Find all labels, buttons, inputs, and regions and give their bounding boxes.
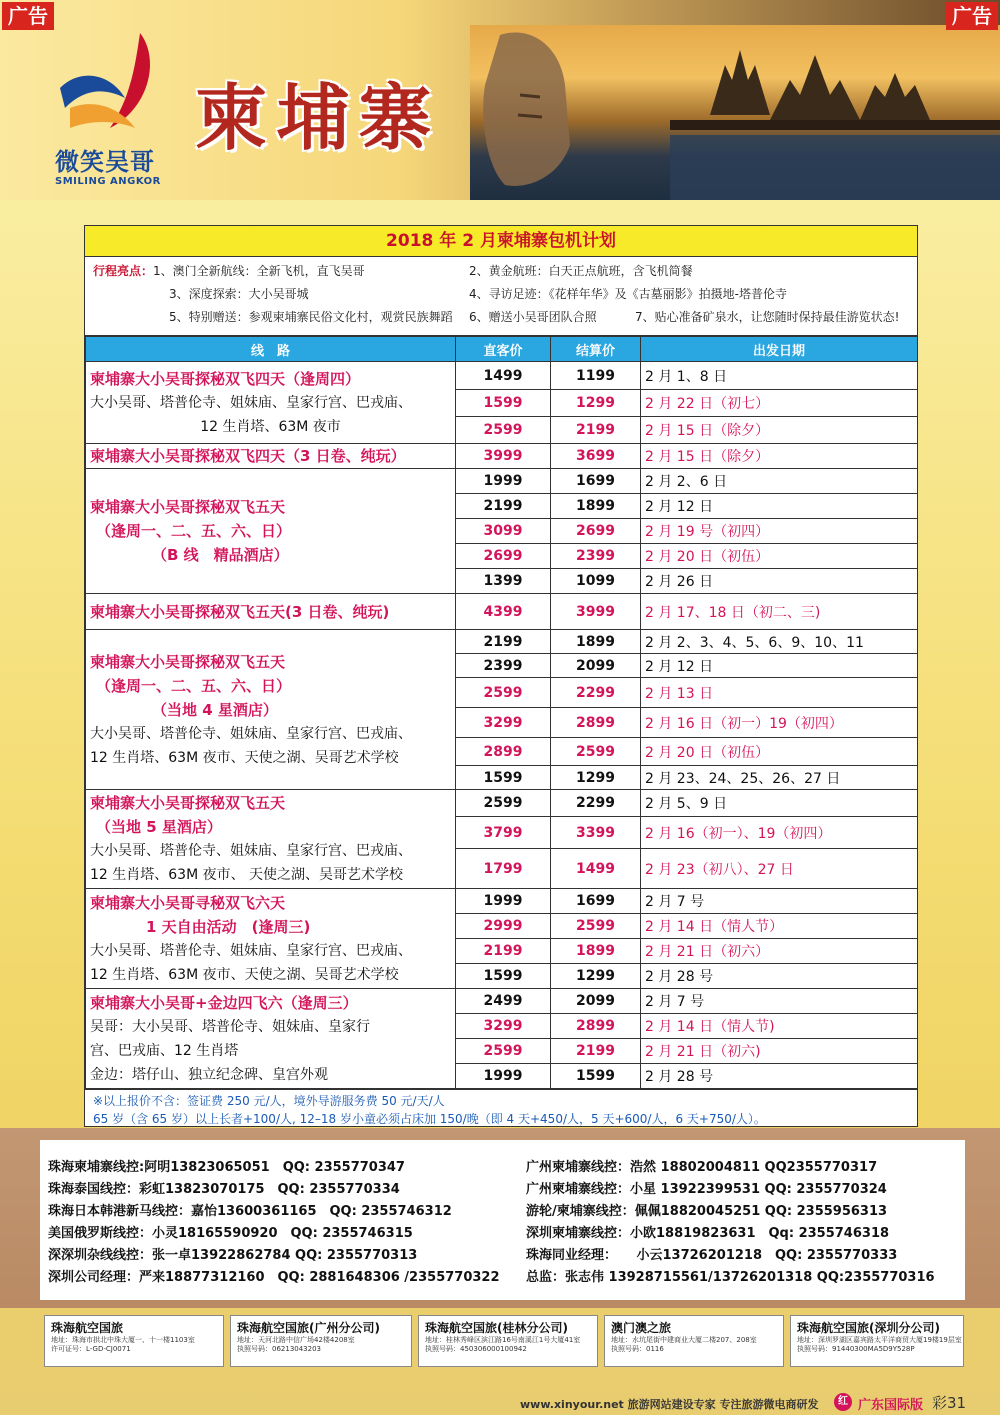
route-detail: 金边：塔仔山、独立纪念碑、皇宫外观 bbox=[90, 1066, 328, 1083]
settle-price: 2299 bbox=[551, 678, 641, 708]
direct-price: 1599 bbox=[456, 766, 551, 790]
page-number: 彩31 bbox=[932, 1394, 967, 1412]
branch-license: 执照号码：0116 bbox=[611, 1345, 664, 1353]
direct-price: 2599 bbox=[456, 417, 551, 444]
route-title: 柬埔寨大小吴哥探秘双飞五天 bbox=[90, 498, 286, 516]
ad-label-right: 广告 bbox=[946, 2, 998, 30]
direct-price: 2399 bbox=[456, 654, 551, 678]
departure-date: 2 月 21 日（初六） bbox=[641, 939, 918, 964]
route-cell bbox=[86, 989, 456, 1089]
highlight-item: 5、特别赠送：参观柬埔寨民俗文化村，观赏民族舞蹈 bbox=[169, 310, 453, 324]
settle-price: 1099 bbox=[551, 569, 641, 594]
highlight-item: 6、赠送小吴哥团队合照 bbox=[469, 310, 597, 324]
direct-price: 2199 bbox=[456, 494, 551, 519]
departure-date: 2 月 12 日 bbox=[641, 654, 918, 678]
header-settle-price: 结算价 bbox=[551, 337, 641, 362]
direct-price: 2699 bbox=[456, 544, 551, 569]
departure-date: 2 月 15 日（除夕） bbox=[641, 417, 918, 444]
direct-price: 1599 bbox=[456, 964, 551, 989]
table-row bbox=[86, 469, 918, 494]
direct-price: 2899 bbox=[456, 738, 551, 766]
direct-price: 2199 bbox=[456, 939, 551, 964]
brand-name-en: SMILING ANGKOR bbox=[55, 176, 161, 187]
route-cell bbox=[86, 889, 456, 989]
branch-name: 珠海航空国旅(深圳分公司) bbox=[797, 1321, 940, 1335]
header-banner bbox=[0, 0, 1000, 200]
contact-line: 珠海柬埔寨线控:阿明13823065051 QQ: 2355770347 bbox=[48, 1160, 405, 1175]
departure-date: 2 月 22 日（初七） bbox=[641, 390, 918, 417]
note-line: ※以上报价不含：签证费 250 元/人，境外导游服务费 50 元/天/人 bbox=[93, 1094, 445, 1108]
route-subtitle: （逢周一、二、五、六、日） bbox=[96, 676, 292, 695]
route-detail: 大小吴哥、塔普伦寺、姐妹庙、皇家行宫、巴戎庙、 bbox=[90, 942, 412, 959]
table-row bbox=[86, 444, 918, 469]
route-cell bbox=[86, 790, 456, 889]
settle-price: 2299 bbox=[551, 790, 641, 817]
contact-line: 总监：张志伟 13928715561/13726201318 QQ:2355770316 bbox=[526, 1270, 935, 1285]
branch-address: 地址：深圳罗湖区嘉宾路太平洋商贸大厦19楼19层室 bbox=[797, 1336, 962, 1344]
note-line: 65 岁（含 65 岁）以上长者+100/人, 12–18 岁小童必须占床加 150/晚（即 4 天+450/人，5 天+600/人，6 天+750/人）。 bbox=[93, 1112, 766, 1126]
price-table-body bbox=[86, 362, 918, 1089]
route-cell bbox=[86, 594, 456, 630]
contact-line: 广州柬埔寨线控：小星 13922399531 QQ: 2355770324 bbox=[526, 1182, 887, 1197]
contact-line: 游轮/柬埔寨线控：佩佩18820045251 QQ: 2355956313 bbox=[526, 1204, 888, 1219]
contact-section bbox=[0, 1128, 1000, 1308]
branch-box bbox=[418, 1315, 598, 1367]
direct-price: 1399 bbox=[456, 569, 551, 594]
departure-date: 2 月 14 日（情人节） bbox=[641, 914, 918, 939]
departure-date: 2 月 23、24、25、26、27 日 bbox=[641, 766, 918, 790]
tour-plan-table bbox=[84, 225, 918, 1127]
branch-box bbox=[230, 1315, 412, 1367]
direct-price: 2599 bbox=[456, 1039, 551, 1064]
highlight-item: 7、贴心准备矿泉水，让您随时保持最佳游览状态! bbox=[635, 310, 900, 324]
direct-price: 1999 bbox=[456, 469, 551, 494]
departure-date: 2 月 16 日（初一）19（初四） bbox=[641, 708, 918, 738]
departure-date: 2 月 1、8 日 bbox=[641, 362, 918, 390]
route-cell bbox=[86, 630, 456, 790]
route-detail: 宫、巴戎庙、12 生肖塔 bbox=[90, 1042, 239, 1059]
direct-price: 2599 bbox=[456, 790, 551, 817]
settle-price: 2699 bbox=[551, 519, 641, 544]
direct-price: 1999 bbox=[456, 1064, 551, 1089]
edition-label: 广东国际版 bbox=[858, 1398, 924, 1413]
page-title: 柬埔寨 bbox=[195, 75, 442, 160]
departure-date: 2 月 2、6 日 bbox=[641, 469, 918, 494]
departure-date: 2 月 5、9 日 bbox=[641, 790, 918, 817]
route-detail: 大小吴哥、塔普伦寺、姐妹庙、皇家行宫、巴戎庙、 bbox=[90, 394, 412, 411]
direct-price: 1999 bbox=[456, 889, 551, 914]
route-detail: 12 生肖塔、63M 夜市、天使之湖、吴哥艺术学校 bbox=[90, 749, 399, 766]
edition-badge: 红 bbox=[834, 1393, 852, 1411]
route-subtitle: （当地 4 星酒店） bbox=[152, 700, 278, 719]
highlights-label: 行程亮点： bbox=[93, 264, 154, 278]
direct-price: 1599 bbox=[456, 390, 551, 417]
settle-price: 1599 bbox=[551, 1064, 641, 1089]
settle-price: 1699 bbox=[551, 889, 641, 914]
contact-line: 珠海日本韩港新马线控：嘉怡13600361165 QQ: 2355746312 bbox=[48, 1204, 452, 1219]
settle-price: 1199 bbox=[551, 362, 641, 390]
route-cell bbox=[86, 362, 456, 444]
settle-price: 1899 bbox=[551, 494, 641, 519]
departure-date: 2 月 14 日（情人节) bbox=[641, 1014, 918, 1039]
branch-address: 地址：珠海市拱北中珠大厦一、十一楼1103室 bbox=[51, 1336, 195, 1344]
departure-date: 2 月 26 日 bbox=[641, 569, 918, 594]
direct-price: 3799 bbox=[456, 817, 551, 849]
route-detail: 12 生肖塔、63M 夜市 bbox=[200, 418, 341, 435]
direct-price: 3999 bbox=[456, 444, 551, 469]
route-title: 柬埔寨大小吴哥探秘双飞五天 bbox=[90, 794, 286, 812]
route-title: 柬埔寨大小吴哥探秘双飞四天（3 日卷、纯玩） bbox=[90, 447, 406, 465]
branch-list bbox=[0, 1315, 1000, 1375]
route-detail: 12 生肖塔、63M 夜市、天使之湖、吴哥艺术学校 bbox=[90, 966, 399, 983]
contact-line: 珠海泰国线控：彩虹13823070175 QQ: 2355770334 bbox=[48, 1182, 400, 1197]
branch-license: 执照号码：91440300MA5D9Y528P bbox=[797, 1345, 915, 1353]
route-detail: 吴哥：大小吴哥、塔普伦寺、姐妹庙、皇家行 bbox=[90, 1018, 370, 1035]
table-row bbox=[86, 630, 918, 654]
footer-bar bbox=[0, 1388, 1000, 1415]
direct-price: 2199 bbox=[456, 630, 551, 654]
settle-price: 1299 bbox=[551, 390, 641, 417]
settle-price: 3999 bbox=[551, 594, 641, 630]
direct-price: 3299 bbox=[456, 1014, 551, 1039]
angkor-photo bbox=[470, 25, 1000, 200]
plan-title: 2018 年 2 月柬埔寨包机计划 bbox=[85, 226, 917, 257]
highlight-item: 2、黄金航班：白天正点航班，含飞机简餐 bbox=[469, 264, 693, 278]
contact-line: 珠海同业经理： 小云13726201218 QQ: 2355770333 bbox=[526, 1248, 898, 1263]
highlight-item: 3、深度探索：大小吴哥城 bbox=[169, 287, 309, 301]
settle-price: 1299 bbox=[551, 964, 641, 989]
table-row bbox=[86, 362, 918, 390]
direct-price: 3099 bbox=[456, 519, 551, 544]
contact-line: 美国俄罗斯线控：小灵18165590920 QQ: 2355746315 bbox=[48, 1226, 413, 1241]
contact-line: 深圳柬埔寨线控：小欧18819823631 Qq: 2355746318 bbox=[526, 1226, 890, 1241]
settle-price: 2099 bbox=[551, 989, 641, 1014]
price-table bbox=[85, 336, 918, 1089]
departure-date: 2 月 28 号 bbox=[641, 964, 918, 989]
header-departure-date: 出发日期 bbox=[641, 337, 918, 362]
departure-date: 2 月 21 日（初六) bbox=[641, 1039, 918, 1064]
branch-license: 执照号码：450306000100942 bbox=[425, 1345, 527, 1353]
branch-address: 地址：水坑尾街中建商业大厦二楼207、208室 bbox=[611, 1336, 757, 1344]
branch-name: 珠海航空国旅 bbox=[51, 1321, 124, 1335]
branch-box bbox=[604, 1315, 784, 1367]
direct-price: 2499 bbox=[456, 989, 551, 1014]
direct-price: 1799 bbox=[456, 849, 551, 889]
route-detail: 12 生肖塔、63M 夜市、 天使之湖、吴哥艺术学校 bbox=[90, 867, 404, 883]
route-title: 柬埔寨大小吴哥探秘双飞五天(3 日卷、纯玩) bbox=[90, 602, 390, 621]
route-title: 柬埔寨大小吴哥探秘双飞五天 bbox=[90, 652, 286, 671]
branch-license: 执照号码：06213043203 bbox=[237, 1345, 321, 1353]
settle-price: 1899 bbox=[551, 630, 641, 654]
contact-card bbox=[40, 1140, 965, 1300]
direct-price: 1499 bbox=[456, 362, 551, 390]
departure-date: 2 月 2、3、4、5、6、9、10、11 bbox=[641, 630, 918, 654]
branch-box bbox=[790, 1315, 964, 1367]
contact-line: 深深圳杂线线控：张一卓13922862784 QQ: 2355770313 bbox=[48, 1248, 418, 1263]
settle-price: 2099 bbox=[551, 654, 641, 678]
settle-price: 2599 bbox=[551, 914, 641, 939]
route-subtitle: 1 天自由活动 (逢周三) bbox=[146, 917, 311, 936]
settle-price: 3399 bbox=[551, 817, 641, 849]
departure-date: 2 月 17、18 日（初二、三) bbox=[641, 594, 918, 630]
highlights bbox=[85, 257, 917, 336]
settle-price: 2199 bbox=[551, 417, 641, 444]
branch-box bbox=[44, 1315, 224, 1367]
table-row bbox=[86, 889, 918, 914]
settle-price: 2599 bbox=[551, 738, 641, 766]
branch-address: 地址：桂林秀峰区滨江路16号南溪江1号大厦41室 bbox=[425, 1336, 581, 1344]
ad-label-left: 广告 bbox=[2, 2, 54, 30]
departure-date: 2 月 13 日 bbox=[641, 678, 918, 708]
route-cell bbox=[86, 444, 456, 469]
branch-license: 许可证号：L-GD-CJ0071 bbox=[51, 1345, 131, 1353]
settle-price: 3699 bbox=[551, 444, 641, 469]
departure-date: 2 月 15 日（除夕） bbox=[641, 444, 918, 469]
direct-price: 3299 bbox=[456, 708, 551, 738]
route-subtitle: （B 线 精品酒店） bbox=[152, 546, 289, 564]
settle-price: 2199 bbox=[551, 1039, 641, 1064]
route-cell bbox=[86, 469, 456, 594]
route-subtitle: （逢周一、二、五、六、日） bbox=[96, 522, 292, 540]
route-subtitle: （当地 5 星酒店） bbox=[96, 818, 222, 836]
departure-date: 2 月 12 日 bbox=[641, 494, 918, 519]
table-row bbox=[86, 989, 918, 1014]
departure-date: 2 月 19 号（初四） bbox=[641, 519, 918, 544]
contact-line: 深圳公司经理：严来18877312160 QQ: 2881648306 /2355770322 bbox=[48, 1270, 500, 1285]
brand-name-cn: 微笑吴哥 bbox=[55, 148, 155, 176]
departure-date: 2 月 16（初一）、19（初四） bbox=[641, 817, 918, 849]
departure-date: 2 月 20 日（初伍） bbox=[641, 544, 918, 569]
departure-date: 2 月 28 号 bbox=[641, 1064, 918, 1089]
price-notes bbox=[85, 1089, 917, 1130]
branch-name: 澳门澳之旅 bbox=[611, 1321, 672, 1335]
branch-name: 珠海航空国旅(广州分公司) bbox=[237, 1321, 380, 1335]
settle-price: 2899 bbox=[551, 1014, 641, 1039]
table-row bbox=[86, 790, 918, 817]
highlight-item: 4、寻访足迹：《花样年华》及《古墓丽影》拍摄地-塔普伦寺 bbox=[469, 287, 787, 301]
route-detail: 大小吴哥、塔普伦寺、姐妹庙、皇家行宫、巴戎庙、 bbox=[90, 843, 412, 859]
route-detail: 大小吴哥、塔普伦寺、姐妹庙、皇家行宫、巴戎庙、 bbox=[90, 725, 412, 742]
branch-address: 地址：天河北路中信广场42楼4208室 bbox=[237, 1336, 355, 1344]
header-route: 线 路 bbox=[86, 337, 456, 362]
direct-price: 2999 bbox=[456, 914, 551, 939]
departure-date: 2 月 7 号 bbox=[641, 889, 918, 914]
departure-date: 2 月 23（初八）、27 日 bbox=[641, 849, 918, 889]
route-title: 柬埔寨大小吴哥探秘双飞四天（逢周四） bbox=[90, 369, 361, 388]
direct-price: 2599 bbox=[456, 678, 551, 708]
route-title: 柬埔寨大小吴哥寻秘双飞六天 bbox=[90, 893, 286, 912]
settle-price: 1499 bbox=[551, 849, 641, 889]
footer-url: www.xinyour.net 旅游网站建设专家 专注旅游微电商研发 bbox=[520, 1398, 819, 1411]
branch-name: 珠海航空国旅(桂林分公司) bbox=[425, 1321, 568, 1335]
route-title: 柬埔寨大小吴哥+金边四飞六（逢周三） bbox=[90, 993, 358, 1012]
settle-price: 2899 bbox=[551, 708, 641, 738]
table-row bbox=[86, 594, 918, 630]
settle-price: 1699 bbox=[551, 469, 641, 494]
settle-price: 2399 bbox=[551, 544, 641, 569]
departure-date: 2 月 20 日（初伍） bbox=[641, 738, 918, 766]
contact-line: 广州柬埔寨线控：浩然 18802004811 QQ2355770317 bbox=[526, 1160, 878, 1175]
highlight-item: 1、澳门全新航线：全新飞机，直飞吴哥 bbox=[153, 264, 365, 278]
departure-date: 2 月 7 号 bbox=[641, 989, 918, 1014]
settle-price: 1899 bbox=[551, 939, 641, 964]
direct-price: 4399 bbox=[456, 594, 551, 630]
settle-price: 1299 bbox=[551, 766, 641, 790]
header-direct-price: 直客价 bbox=[456, 337, 551, 362]
